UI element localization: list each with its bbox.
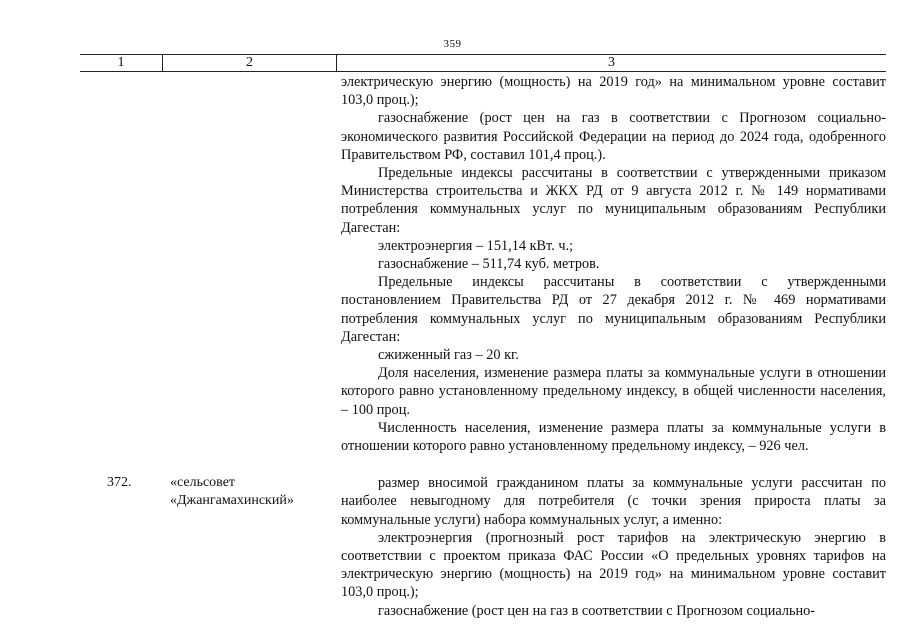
paragraph: газоснабжение – 511,74 куб. метров. <box>378 256 600 273</box>
paragraph: Численность населения, изменение размера платы за коммунальные услуги в отношении которого равно установленному предельному индексу, – 926 чел. <box>341 419 886 455</box>
paragraph: размер вносимой гражданином платы за коммунальные услуги рассчитан по наиболее невыгодному для потребителя (с точки зрения прироста платы за коммунальные услуги) набора коммунальных услуг, а именно: <box>341 475 886 528</box>
paragraph: Предельные индексы рассчитаны в соответствии с утвержденными постановлением Правительства РД от 27 декабря 2012 г. № 469 нормативами потребления коммунальных услуг по муниципальным образованиям Республики Дагестан: <box>341 274 886 345</box>
table-row-372 <box>80 474 886 620</box>
page-number: 359 <box>443 38 462 50</box>
paragraph: электрическую энергию (мощность) на 2019 год» на минимальном уровне составит 103,0 проц.); <box>341 74 886 109</box>
paragraph: Предельные индексы рассчитаны в соответствии с утвержденными приказом Министерства строительства и ЖКХ РД от 9 августа 2012 г. № 149 нормативами потребления коммунальных услуг по муниципальным образованиям Республики Дагестан: <box>341 165 886 236</box>
header-col-3: 3 <box>608 55 615 70</box>
paragraph: сжиженный газ – 20 кг. <box>378 347 519 364</box>
paragraph: электроэнергия (прогнозный рост тарифов на электрическую энергию в соответствии с проектом приказа ФАС России «О предельных уровнях тарифов на электрическую энергию (мощность) на 2019 год» на минимальном уровне составит 103,0 проц.); <box>341 529 886 601</box>
table-body <box>80 73 886 620</box>
row-number: 372. <box>107 475 132 491</box>
paragraph: электроэнергия – 151,14 кВт. ч.; <box>378 237 574 254</box>
row-number-cell <box>80 73 162 455</box>
header-col-1: 1 <box>80 55 163 71</box>
table-header-row <box>80 55 886 71</box>
row-text-cell <box>335 73 886 455</box>
municipality-name-line2: «Джангамахинский» <box>170 493 294 509</box>
header-col-2: 2 <box>163 55 337 71</box>
municipality-name <box>162 474 335 620</box>
paragraph: газоснабжение (рост цен на газ в соответствии с Прогнозом социально-экономического развития Российской Федерации на период до 2024 года, одобренного Правительством РФ, составил 101,4 проц.). <box>341 110 886 163</box>
row-text-cell <box>335 474 886 620</box>
table-header-border <box>80 71 886 72</box>
municipality-name-line1: «сельсовет <box>170 475 236 491</box>
paragraph: газоснабжение (рост цен на газ в соответствии с Прогнозом социально- <box>378 602 816 619</box>
paragraph: Доля населения, изменение размера платы за коммунальные услуги в отношении которого равно установленному предельному индексу, в общей численности населения, – 100 проц. <box>341 365 886 418</box>
row-gap <box>80 455 886 474</box>
row-name-cell <box>162 73 335 455</box>
table-row-continuation <box>80 73 886 455</box>
